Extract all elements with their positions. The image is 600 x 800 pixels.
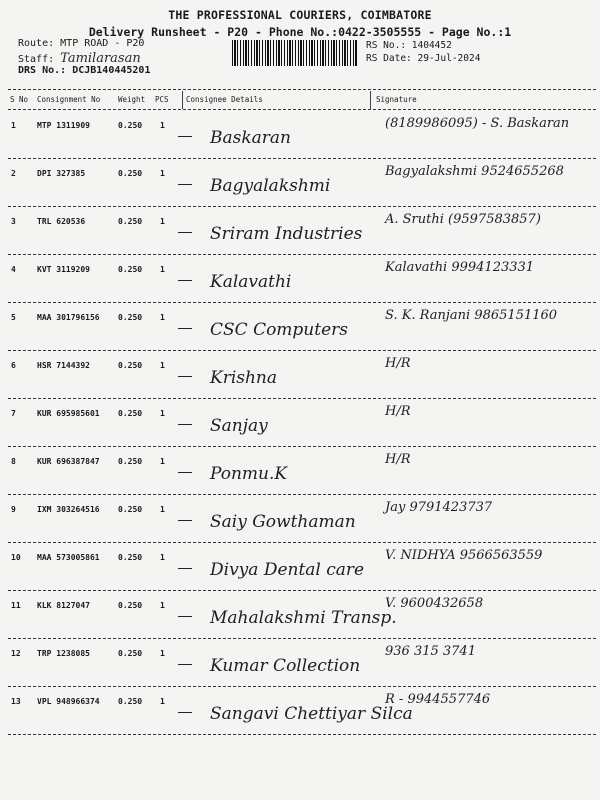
row-consignment-no: MAA 301796156: [37, 313, 100, 322]
table-row: [0, 256, 600, 304]
row-pcs: 1: [160, 505, 165, 514]
row-signature: H/R: [385, 356, 411, 371]
row-signature: A. Sruthi (9597583857): [385, 212, 541, 227]
table-row: [0, 208, 600, 256]
row-sno: 7: [11, 409, 16, 418]
col-signature: Signature: [376, 95, 417, 104]
barcode: [232, 40, 358, 66]
row-weight: 0.250: [118, 169, 143, 178]
pen-dash-mark: [178, 376, 192, 377]
row-consignee: Saiy Gowthaman: [210, 512, 356, 532]
pen-dash-mark: [178, 520, 192, 521]
col-pcs: PCS: [155, 95, 169, 104]
row-consignee: Kumar Collection: [210, 656, 361, 676]
row-pcs: 1: [160, 601, 165, 610]
row-sno: 9: [11, 505, 16, 514]
pen-dash-mark: [178, 616, 192, 617]
row-consignee: Baskaran: [210, 128, 291, 148]
row-pcs: 1: [160, 361, 165, 370]
table-row: [0, 352, 600, 400]
header-rule-top: [8, 89, 596, 90]
row-pcs: 1: [160, 697, 165, 706]
row-separator: [8, 398, 596, 399]
table-row: [0, 592, 600, 640]
row-consignment-no: HSR 7144392: [37, 361, 90, 370]
pen-dash-mark: [178, 664, 192, 665]
row-weight: 0.250: [118, 457, 143, 466]
row-weight: 0.250: [118, 265, 143, 274]
pen-dash-mark: [178, 136, 192, 137]
row-signature: H/R: [385, 452, 411, 467]
row-consignee: Sangavi Chettiyar Silca: [210, 704, 413, 724]
drs-line: [18, 65, 150, 76]
col-consignment: Consignment No: [37, 95, 101, 104]
row-consignment-no: KUR 695985601: [37, 409, 100, 418]
row-sno: 1: [11, 121, 16, 130]
row-separator: [8, 158, 596, 159]
column-divider: [182, 91, 183, 109]
row-pcs: 1: [160, 121, 165, 130]
table-row: [0, 304, 600, 352]
rs-date-label: RS Date:: [366, 53, 412, 64]
row-consignee: Ponmu.K: [210, 464, 288, 484]
pen-dash-mark: [178, 568, 192, 569]
table-row: [0, 112, 600, 160]
rs-date-value: 29-Jul-2024: [417, 53, 481, 64]
row-signature: (8189986095) - S. Baskaran: [385, 116, 570, 131]
column-divider: [370, 91, 371, 109]
route-label: Route:: [18, 38, 55, 49]
row-consignment-no: VPL 948966374: [37, 697, 100, 706]
row-sno: 2: [11, 169, 16, 178]
row-sno: 12: [11, 649, 21, 658]
row-consignee: Mahalakshmi Transp.: [210, 608, 397, 628]
row-consignee: Kalavathi: [210, 272, 292, 292]
col-weight: Weight: [118, 95, 146, 104]
rs-date-line: [366, 53, 480, 64]
row-sno: 11: [11, 601, 21, 610]
row-pcs: 1: [160, 457, 165, 466]
rs-no-value: 1404452: [411, 40, 452, 51]
table-row: [0, 160, 600, 208]
row-signature: H/R: [385, 404, 411, 419]
pen-dash-mark: [178, 424, 192, 425]
row-signature: S. K. Ranjani 9865151160: [385, 308, 558, 323]
row-consignee: Krishna: [210, 368, 278, 388]
row-signature: Bagyalakshmi 9524655268: [385, 164, 564, 179]
row-weight: 0.250: [118, 697, 143, 706]
row-signature: V. 9600432658: [385, 596, 484, 611]
row-weight: 0.250: [118, 505, 143, 514]
staff-line: [18, 51, 141, 66]
row-pcs: 1: [160, 649, 165, 658]
row-separator: [8, 686, 596, 687]
row-weight: 0.250: [118, 217, 143, 226]
row-sno: 4: [11, 265, 16, 274]
row-consignee: Divya Dental care: [210, 560, 365, 580]
row-weight: 0.250: [118, 649, 143, 658]
row-pcs: 1: [160, 409, 165, 418]
col-sno: S No: [10, 95, 29, 104]
row-sno: 5: [11, 313, 16, 322]
route-line: [18, 38, 144, 49]
row-separator: [8, 638, 596, 639]
row-consignee: CSC Computers: [210, 320, 349, 340]
row-separator: [8, 446, 596, 447]
row-signature: V. NIDHYA 9566563559: [385, 548, 543, 563]
table-row: [0, 640, 600, 688]
company-title: THE PROFESSIONAL COURIERS, COIMBATORE: [168, 8, 432, 22]
row-weight: 0.250: [118, 409, 143, 418]
staff-label: Staff:: [18, 54, 55, 65]
row-weight: 0.250: [118, 313, 143, 322]
row-separator: [8, 590, 596, 591]
row-separator: [8, 206, 596, 207]
row-signature: Jay 9791423737: [385, 500, 493, 515]
row-sno: 10: [11, 553, 21, 562]
row-consignment-no: MTP 1311909: [37, 121, 90, 130]
row-consignment-no: KLK 8127047: [37, 601, 90, 610]
row-consignee: Sriram Industries: [210, 224, 363, 244]
pen-dash-mark: [178, 232, 192, 233]
pen-dash-mark: [178, 472, 192, 473]
table-row: [0, 400, 600, 448]
row-weight: 0.250: [118, 553, 143, 562]
table-row: [0, 448, 600, 496]
row-separator: [8, 734, 596, 735]
row-signature: Kalavathi 9994123331: [385, 260, 535, 275]
row-pcs: 1: [160, 169, 165, 178]
row-consignment-no: TRP 1238085: [37, 649, 90, 658]
runsheet-title: Delivery Runsheet - P20 - Phone No.:0422-3505555 - Page No.:1: [88, 25, 512, 39]
pen-dash-mark: [178, 280, 192, 281]
row-weight: 0.250: [118, 121, 143, 130]
row-weight: 0.250: [118, 361, 143, 370]
row-consignment-no: IXM 303264516: [37, 505, 100, 514]
pen-dash-mark: [178, 184, 192, 185]
staff-value: Tamilarasan: [60, 51, 141, 66]
rs-no-label: RS No.:: [366, 40, 407, 51]
table-row: [0, 496, 600, 544]
row-consignment-no: KVT 3119209: [37, 265, 90, 274]
row-sno: 6: [11, 361, 16, 370]
row-pcs: 1: [160, 265, 165, 274]
row-consignment-no: MAA 573005861: [37, 553, 100, 562]
row-weight: 0.250: [118, 601, 143, 610]
table-row: [0, 688, 600, 736]
row-signature: R - 9944557746: [385, 692, 491, 707]
drs-value: DCJB140445201: [72, 65, 151, 76]
row-sno: 3: [11, 217, 16, 226]
row-sno: 13: [11, 697, 21, 706]
row-pcs: 1: [160, 313, 165, 322]
col-consignee: Consignee Details: [186, 95, 263, 104]
drs-label: DRS No.:: [18, 65, 67, 76]
row-consignment-no: TRL 620536: [37, 217, 86, 226]
row-separator: [8, 302, 596, 303]
route-value: MTP ROAD - P20: [60, 38, 145, 49]
pen-dash-mark: [178, 712, 192, 713]
row-consignment-no: DPI 327385: [37, 169, 86, 178]
rs-no-line: [366, 40, 452, 51]
row-consignee: Sanjay: [210, 416, 268, 436]
pen-dash-mark: [178, 328, 192, 329]
row-separator: [8, 494, 596, 495]
row-separator: [8, 254, 596, 255]
row-consignee: Bagyalakshmi: [210, 176, 331, 196]
row-separator: [8, 542, 596, 543]
row-signature: 936 315 3741: [385, 644, 476, 659]
row-pcs: 1: [160, 553, 165, 562]
row-separator: [8, 350, 596, 351]
header-rule-bottom: [8, 109, 596, 110]
table-row: [0, 544, 600, 592]
row-pcs: 1: [160, 217, 165, 226]
row-sno: 8: [11, 457, 16, 466]
row-consignment-no: KUR 696387847: [37, 457, 100, 466]
